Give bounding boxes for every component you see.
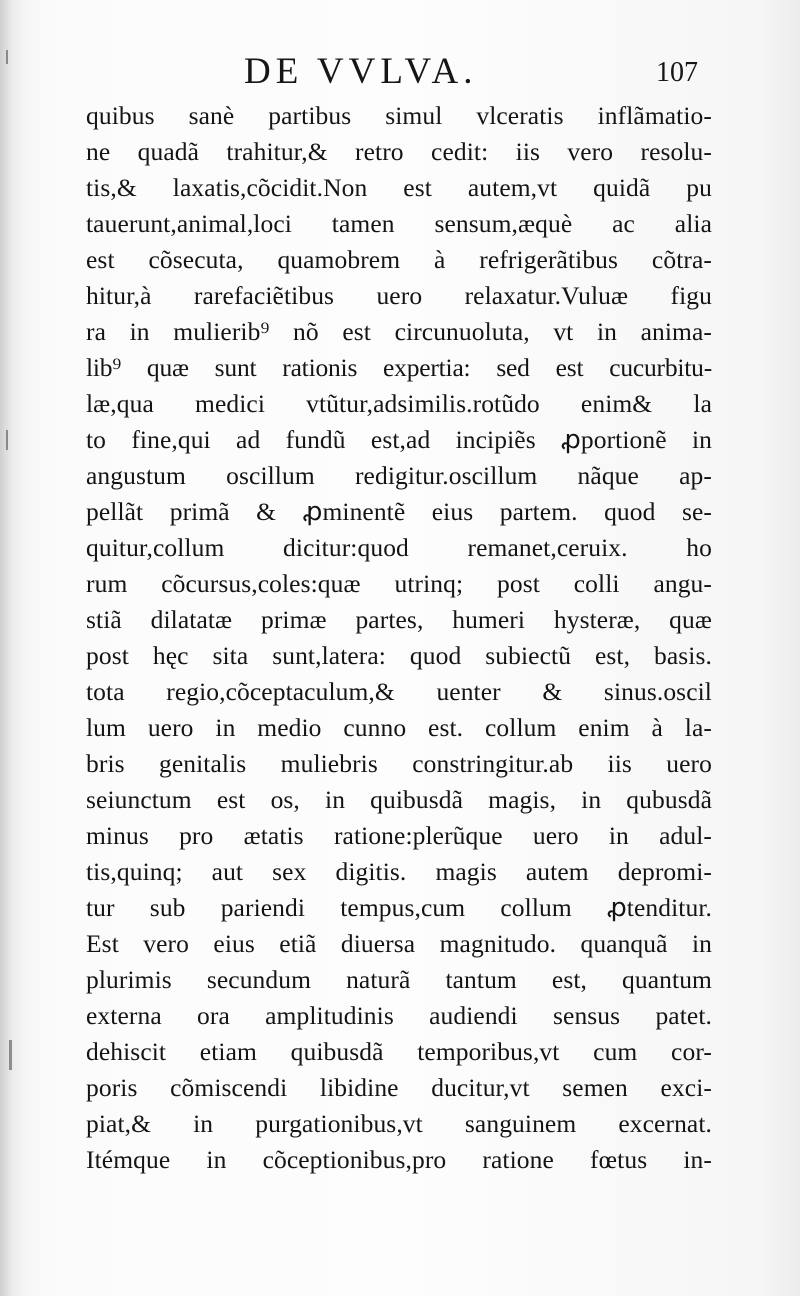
text-line: post hęc sita sunt,latera: quod subiectũ est, basis. bbox=[86, 641, 712, 670]
text-line: tauerunt,animal,loci tamen sensum,æquè ac alia bbox=[86, 209, 712, 238]
text-line: tota regio,cõceptaculum,& uenter & sinus.oscil bbox=[86, 677, 712, 706]
text-line: rum cõcursus,coles:quæ utrinq; post colli angu- bbox=[86, 569, 712, 598]
text-line: to fine,qui ad fundũ est,ad incipiẽs ꝓportionẽ in bbox=[86, 425, 712, 454]
text-line: lib⁹ quæ sunt rationis expertia: sed est cucurbitu- bbox=[86, 353, 712, 382]
page-number: 107 bbox=[656, 57, 698, 88]
page-binding-edge bbox=[0, 0, 22, 1296]
text-line: hitur,à rarefaciẽtibus uero relaxatur.Vuluæ figu bbox=[86, 281, 712, 310]
text-line: dehiscit etiam quibusdã temporibus,vt cum cor- bbox=[86, 1037, 712, 1066]
text-line: quitur,collum dicitur:quod remanet,ceruix. ho bbox=[86, 533, 712, 562]
running-head bbox=[0, 52, 800, 92]
text-line: Itémque in cõceptionibus,pro ratione fœtus in- bbox=[86, 1145, 712, 1174]
text-line: piat,& in purgationibus,vt sanguinem excernat. bbox=[86, 1109, 712, 1138]
text-line: tur sub pariendi tempus,cum collum ꝓtenditur. bbox=[86, 893, 712, 922]
text-line: minus pro ætatis ratione:plerũque uero in adul- bbox=[86, 821, 712, 850]
page-title: DE VVLVA. bbox=[244, 51, 478, 92]
text-line: pellãt primã & ꝓminentẽ eius partem. quod se- bbox=[86, 497, 712, 526]
binding-mark bbox=[6, 430, 8, 450]
text-line: quibus sanè partibus simul vlceratis inflãmatio- bbox=[86, 101, 712, 130]
text-line: stiã dilatatæ primæ partes, humeri hysteræ, quæ bbox=[86, 605, 712, 634]
text-line: angustum oscillum redigitur.oscillum nãque ap- bbox=[86, 461, 712, 490]
text-block bbox=[86, 98, 712, 1178]
binding-mark bbox=[9, 1040, 12, 1070]
text-line: ra in mulierib⁹ nõ est circunuoluta, vt in anima- bbox=[86, 317, 712, 346]
text-line: poris cõmiscendi libidine ducitur,vt semen exci- bbox=[86, 1073, 712, 1102]
text-line: tis,& laxatis,cõcidit.Non est autem,vt quidã pu bbox=[86, 173, 712, 202]
text-line: lum uero in medio cunno est. collum enim à la- bbox=[86, 713, 712, 742]
text-line: seiunctum est os, in quibusdã magis, in qubusdã bbox=[86, 785, 712, 814]
text-line: Est vero eius etiã diuersa magnitudo. quanquã in bbox=[86, 929, 712, 958]
text-line: bris genitalis muliebris constringitur.ab iis uero bbox=[86, 749, 712, 778]
text-line: est cõsecuta, quamobrem à refrigerãtibus cõtra- bbox=[86, 245, 712, 274]
text-line: ne quadã trahitur,& retro cedit: iis vero resolu- bbox=[86, 137, 712, 166]
text-line: plurimis secundum naturã tantum est, quantum bbox=[86, 965, 712, 994]
text-line: tis,quinq; aut sex digitis. magis autem depromi- bbox=[86, 857, 712, 886]
text-line: læ,qua medici vtũtur,adsimilis.rotũdo enim& la bbox=[86, 389, 712, 418]
text-line: externa ora amplitudinis audiendi sensus patet. bbox=[86, 1001, 712, 1030]
